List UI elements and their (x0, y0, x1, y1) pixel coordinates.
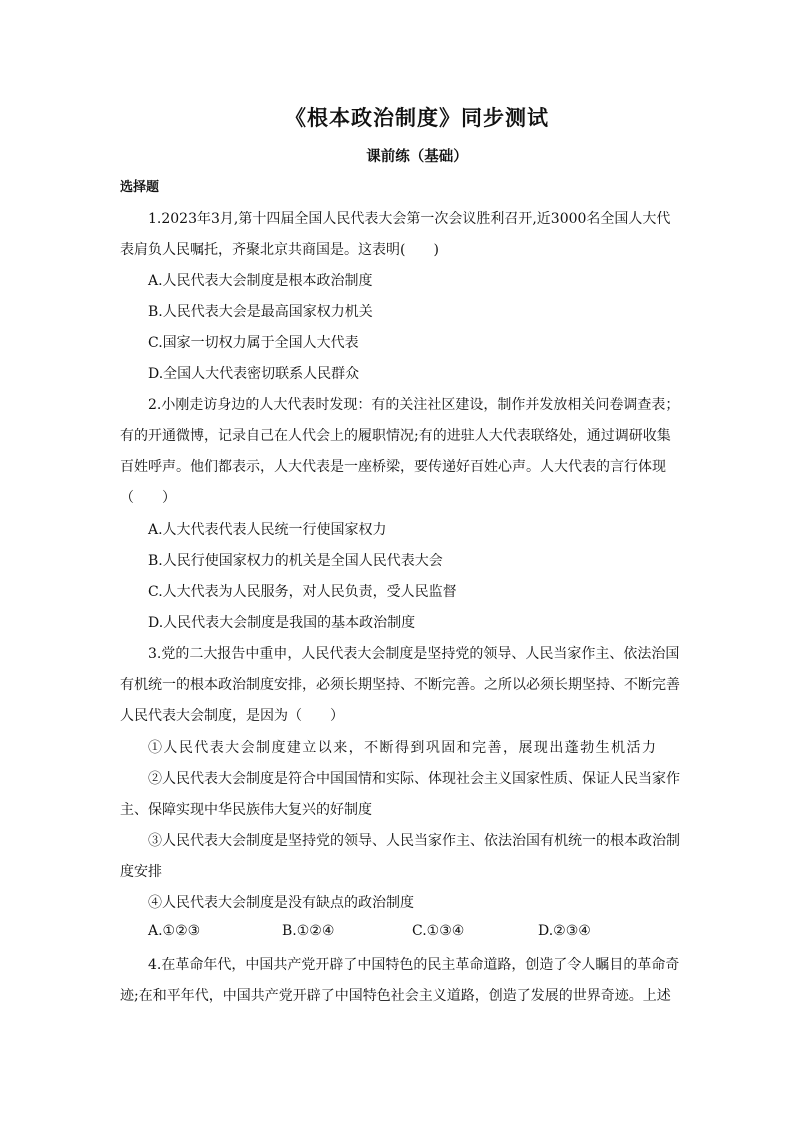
q1-option-b: B.人民代表大会是最高国家权力机关 (148, 304, 373, 320)
q4-stem-line: 4.在革命年代，中国共产党开辟了中国特色的民主革命道路，创造了令人瞩目的革命奇 (148, 957, 680, 973)
q3-option-c: C.①③④ (412, 923, 465, 939)
q2-stem-line: 有的开通微博，记录自己在人代会上的履职情况;有的进驻人大代表联络处，通过调研收集 (120, 428, 671, 444)
q2-option-c: C.人大代表为人民服务，对人民负责，受人民监督 (148, 584, 457, 600)
q3-stem-line: 人民代表大会制度，是因为（ ） (120, 708, 344, 724)
q3-statement: ①人民代表大会制度建立以来，不断得到巩固和完善，展现出蓬勃生机活力 (148, 740, 656, 756)
q3-statement: ④人民代表大会制度是没有缺点的政治制度 (148, 895, 414, 911)
q3-statement-cont: 度安排 (120, 864, 162, 880)
document-subtitle: 课前练（基础） (366, 148, 468, 165)
q3-stem-line: 3.党的二大报告中重申，人民代表大会制度是坚持党的领导、人民当家作主、依法治国 (148, 646, 680, 662)
q2-option-d: D.人民代表大会制度是我国的基本政治制度 (148, 615, 416, 631)
q2-stem-line: 2.小刚走访身边的人大代表时发现：有的关注社区建设，制作并发放相关问卷调查表； (148, 397, 680, 413)
q3-statement: ③人民代表大会制度是坚持党的领导、人民当家作主、依法治国有机统一的根本政治制 (148, 833, 680, 849)
q3-statement: ②人民代表大会制度是符合中国国情和实际、体现社会主义国家性质、保证人民当家作 (148, 771, 680, 787)
q1-option-c: C.国家一切权力属于全国人大代表 (148, 335, 359, 351)
document-title: 《根本政治制度》同步测试 (285, 105, 549, 130)
q4-stem-line: 迹;在和平年代，中国共产党开辟了中国特色社会主义道路，创造了发展的世界奇迹。上述 (120, 988, 671, 1004)
q3-option-b: B.①②④ (282, 923, 335, 939)
section-heading: 选择题 (120, 180, 160, 195)
q3-statement-cont: 主、保障实现中华民族伟大复兴的好制度 (120, 802, 372, 818)
q2-stem-line: （ ） (120, 490, 176, 506)
q3-stem-line: 有机统一的根本政治制度安排，必须长期坚持、不断完善。之所以必须长期坚持、不断完善 (120, 677, 680, 693)
q1-stem-line: 表肩负人民嘱托，齐聚北京共商国是。这表明( ) (120, 242, 439, 258)
q3-option-a: A.①②③ (148, 923, 201, 939)
q1-stem-line: 1.2023年3月,第十四届全国人民代表大会第一次会议胜利召开,近3000名全国人大代 (148, 211, 671, 227)
q2-option-a: A.人大代表代表人民统一行使国家权力 (148, 522, 387, 538)
q2-option-b: B.人民行使国家权力的机关是全国人民代表大会 (148, 553, 443, 569)
q3-option-d: D.②③④ (538, 923, 591, 939)
q1-option-d: D.全国人大代表密切联系人民群众 (148, 366, 360, 382)
q1-option-a: A.人民代表大会制度是根本政治制度 (148, 273, 373, 289)
q2-stem-line: 百姓呼声。他们都表示，人大代表是一座桥梁，要传递好百姓心声。人大代表的言行体现 (120, 459, 666, 475)
